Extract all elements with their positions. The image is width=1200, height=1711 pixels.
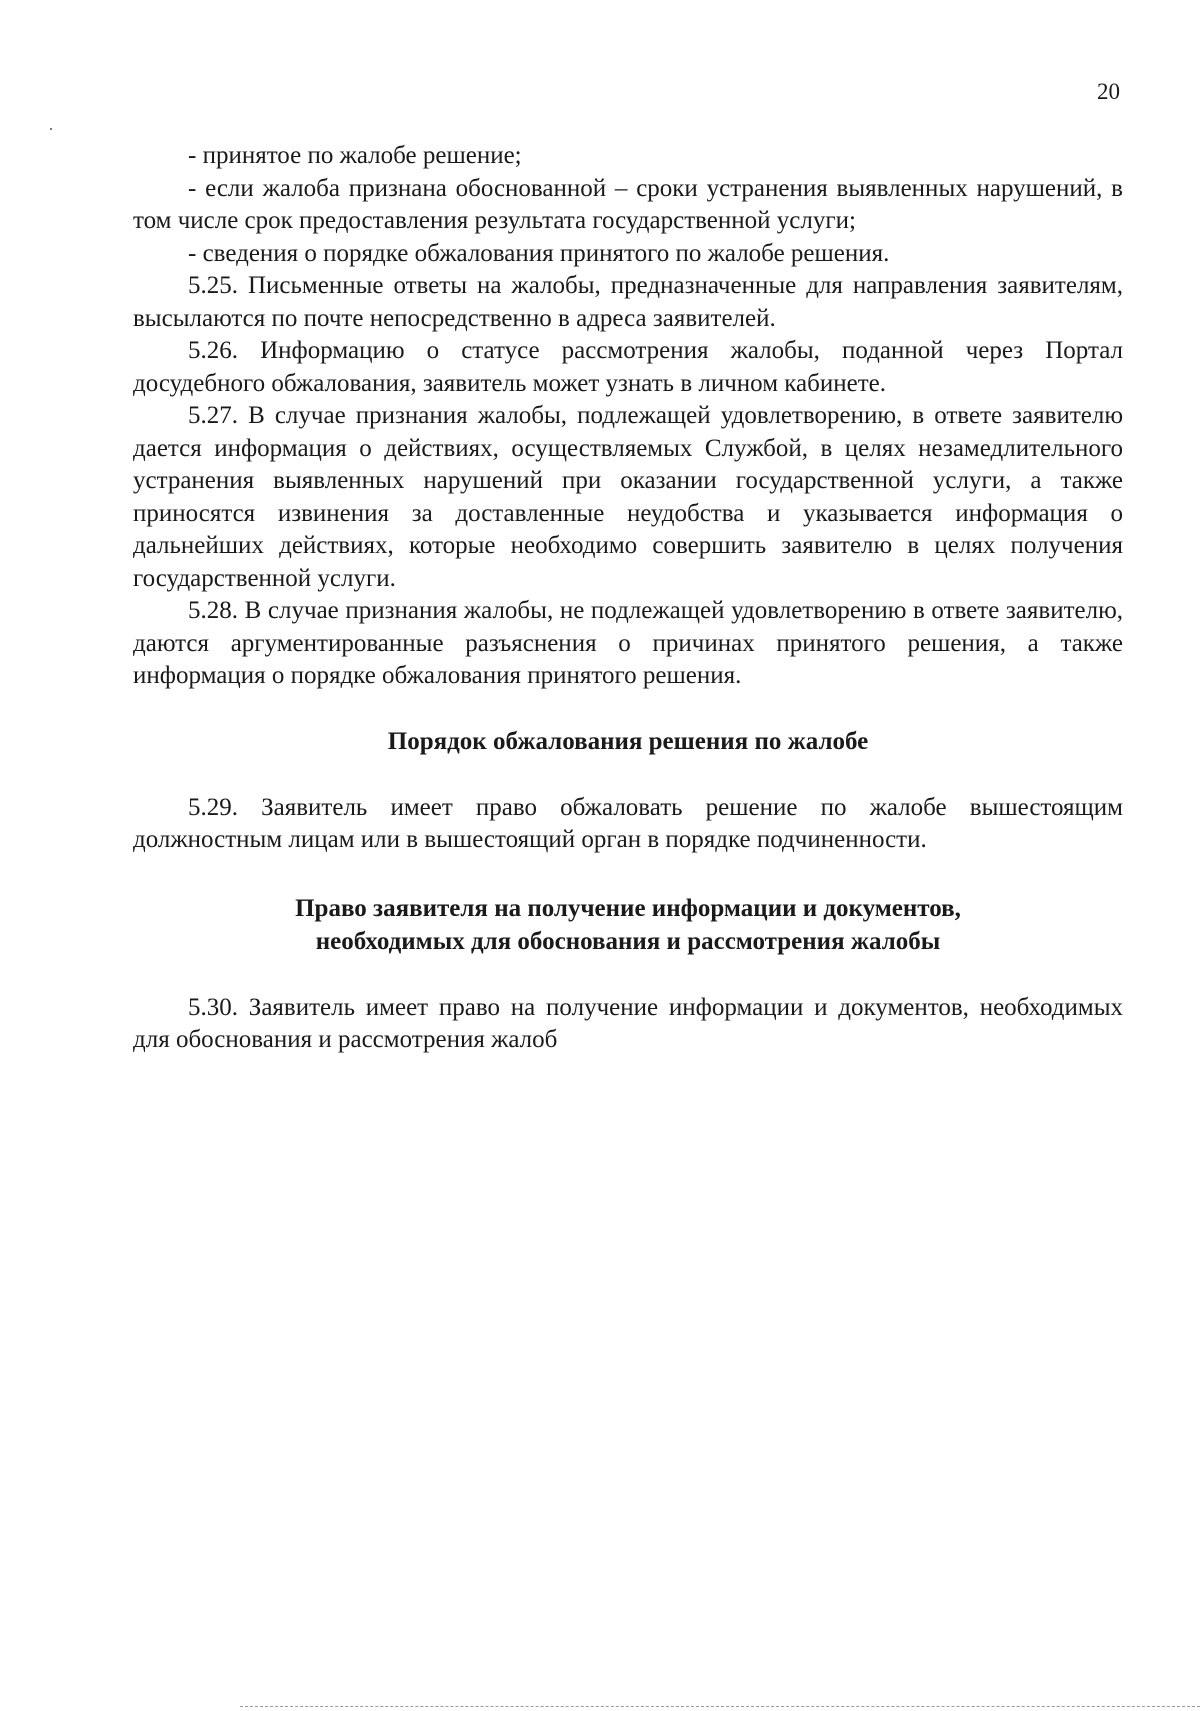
paragraph-5-29: 5.29. Заявитель имеет право обжаловать решение по жалобе вышестоящим должностным лицам или в вышестоящий орган в порядке подчиненности. <box>133 793 1123 853</box>
paragraph-5-30: 5.30. Заявитель имеет право на получение информации и документов, необходимых для обоснования и рассмотрения жалоб <box>133 993 1123 1053</box>
heading-line-2: необходимых для обоснования и рассмотрения жалобы <box>315 927 941 955</box>
paragraph-5-26: 5.26. Информацию о статусе рассмотрения жалобы, поданной через Портал досудебного обжалования, заявитель может узнать в личном кабинете. <box>133 337 1123 397</box>
paragraph-decision: - принятое по жалобе решение; <box>188 142 522 169</box>
paragraph-5-25: 5.25. Письменные ответы на жалобы, предназначенные для направления заявителям, высылаются по почте непосредственно в адреса заявителей. <box>133 272 1123 332</box>
section-heading-appeal: Порядок обжалования решения по жалобе <box>387 727 869 755</box>
heading-line-1: Право заявителя на получение информации и документов, <box>295 894 961 922</box>
paragraph-5-28: 5.28. В случае признания жалобы, не подлежащей удовлетворению в ответе заявителю, даются аргументированные разъяснения о причинах принятого решения, а также информация о порядке обжалования принятого решения. <box>133 597 1123 689</box>
paragraph-justified-complaint: - если жалоба признана обоснованной – сроки устранения выявленных нарушений, в том числе срок предоставления результата государственной услуги; <box>133 174 1123 234</box>
page-number: 20 <box>1097 79 1120 104</box>
scan-artifact <box>50 128 52 130</box>
paragraph-5-27: 5.27. В случае признания жалобы, подлежащей удовлетворению, в ответе заявителю дается информация о действиях, осуществляемых Службой, в целях незамедлительного устранения выявленных нарушений при оказании государственной услуги, а также приносятся извинения за доставленные неудобства и указывается информация о дальнейших действиях, которые необходимо совершить заявителю в целях получения государственной услуги. <box>133 402 1123 592</box>
paragraph-appeal-info: - сведения о порядке обжалования принятого по жалобе решения. <box>188 239 890 267</box>
scan-bottom-edge <box>240 1706 1200 1708</box>
document-body <box>133 140 1123 1057</box>
section-heading-right-to-information <box>133 892 1123 958</box>
